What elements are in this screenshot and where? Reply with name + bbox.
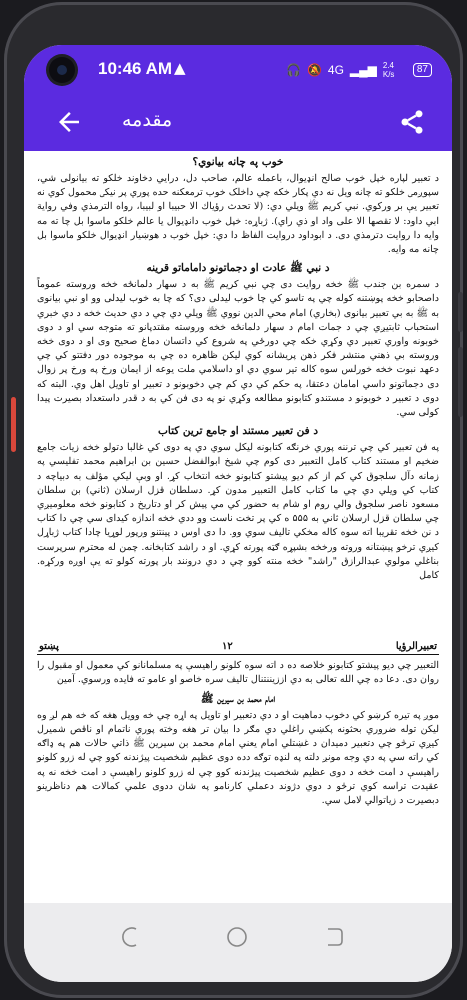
screen	[24, 45, 452, 982]
section-heading: امام محمد بن سيرين ﷺ	[200, 692, 276, 705]
status-time: 10:46 AM	[98, 59, 173, 78]
network-speed: 2.4 K/s	[382, 61, 395, 79]
page-gap	[37, 583, 439, 641]
page-footer	[37, 641, 439, 655]
page-title: مقدمه	[122, 109, 173, 131]
section-text: په فن تعبير کي چي ترننه پوري خرنګه کتابونه ليکل سوي دي په دوی کي غالبا دتولو خخه زيات جامع ضخيم او مستند کتاب کامل التعبير دی کوم چي شيخ ابوالفضل حسين بن ابراهيم محمد تفليسي په زمانه دآل سلجوق کي کم از کم ديو پيشتو کتابونو خخه انتخاب کړ. او وبې ليکي مؤلف به دبياچه د کتاب کي ويلي دي چي ما کتاب کامل التعبير مدون کړ. دسلطان قزل ارسلان (ثاني) بن سلطان مسعود ناصر سلجوق والي روم او شام به حضور کي مي پيش کر او دتاريخ د کتابونو خخه معلوميږي چي سلطان قزل ارسلان ثاني به ۵۵۵ ه کي پر تخت ناست وو ددي خخه اندازه کيدای سي چي دا کتاب د نن خخه تقريبا اته سوه کاله مخکي تاليف سوي وو. دا دی اوس د پينتنو ورپور لوړيا چادا کتاب ژباړل کيږي ترخو پيښتانه وروته ورخخه بشپړه ګټه پورته کړي. او د راشد کتابخانه. چمن له محترم سرپرست بناغلي مولوي عبدالرازق "راشد" خخه منته کوو چي د دي درونند بار پورته کولو ته يې اوږه ورکړه. کامل	[37, 442, 439, 582]
footer-book-title: تعبيرالرؤيا	[395, 641, 437, 653]
status-icons	[286, 61, 432, 79]
mute-icon: 🔕	[306, 63, 322, 77]
recent-apps-icon[interactable]	[120, 925, 144, 949]
section-text: موږ په تيره کرښو کي دخوب دماهيت او د دي دتعبير او تاويل په اړه چي خه وويل هغه که خه هم لږ وه ليکن توله ضروري بحثونه پکښي راغلي دي مګر دا بيان تر هغه وخته پوري ناتمام او ناقص شميرل کيږي ترڅو چي دتعبير دميدان د غښتلي امام يعني امام محمد بن سيرين ﷺ ذاتي حالات هم په ډاګه کي راته سي په دي وجه مونږ دلته په لنډه توګه دده دوی عظيم شخصيت پيژندنه کوو چي له زرو کلونو راهيسې د امت خخه د دوی عظيم شخصيت پيژندنه کوو چي له زرو کلونو راهيسې د امت خخه نه په عقيدت تراسه کوي ترڅو د دوي دژوند دعملي کارنامو په شان ددوی علمي کمالات هم دناظرينو دبصيرت د زياتوالي لامل سي.	[37, 709, 439, 806]
section-heading: د نبي ﷺ عادت او دجماتونو داماماتو قرينه	[146, 262, 330, 275]
footer-page-number: ۱۲	[221, 641, 233, 653]
volume-button	[458, 347, 463, 417]
network-type: 4G	[327, 63, 344, 77]
side-accent	[11, 397, 16, 452]
phone-frame	[4, 2, 463, 998]
section-heading: خوب په چانه بیانوي؟	[192, 156, 284, 168]
section-text: التعبير چي ديو پيشتو کتابونو خلاصه ده د اته سوه کلونو راهيسې په مسلمانانو کي معمول او مقبول را روان دی. دعا ده چي الله تعالی به دي اززيننتنال تاليف سره خاصو او عامو ته فايده ورسوي. آمين	[37, 660, 439, 686]
section-text: د تعبير لپاره خپل خوب صالح انډيوال، باعمله عالم، صاحب دل، درايي دخاوند خلکو ته بيانولی شي، سپوږمۍ خلکو ته چانه ويل نه دي پکار خکه چي داخلک خوب ترمعکنه حده پوري پر نيکۍ محمول کوي نه تعبير يې بر ورکوي. نبي کريم ﷺ ويلي دي: (لا تحدث رؤياك الا حبيبا او لبيبا، رواه الترمذي وفي رواية ابي داود: لا تقصها الا على واد او ذي راي). ژباړه: خپل خوب دانډيوال يا عالم خلکو ماسوا بل چا ته مه وايه دا روايت دترمذي دی. د ابوداود دروايت الفاظ دا دي: خپل خوب د هوښيار انډيوال خلکو ماسوا بل چانه مه وايه.	[37, 173, 439, 256]
app-bar	[24, 95, 452, 151]
document-page	[24, 155, 452, 808]
signal-icon: ▂▄▆	[349, 63, 377, 77]
section-heading: د فن تعبير مستند او جامع ترين کتاب	[157, 425, 318, 438]
footer-language: پښتو	[39, 641, 59, 653]
arrow-left-icon[interactable]	[54, 107, 84, 137]
share-icon[interactable]	[398, 108, 426, 136]
battery-icon: 87	[413, 63, 432, 77]
headphones-icon: 🎧	[285, 63, 301, 77]
status-bar	[24, 45, 452, 95]
home-circle-icon[interactable]	[225, 925, 249, 949]
system-nav-bar	[24, 903, 452, 982]
section-text: د سمره بن جندب ﷺ خخه روايت دی چي نبي کريم ﷺ به د سهار دلمانځه خخه وروسته عموماً داصحابو خخه پوښتنه کوله چي په تاسو کي چا خوب ليدلی دی؟ که چا به خوب ليدلی وو او نبي بيانوی به ﷺ به بي تعبير بيانوی (بخاري) امام محي الدين نووي ﷺ ويلي دي چي د دي حديث خخه د دي خبري استحباب ثابتيږي چي د جمات امام د سهار دلمانځه خخه وروسته مقتدپانو ته متوجه سي او د دوی خوبونه واوري تعبير دي وکړي خکه چي دورځي په شروع کي داتسان دماغ صحيح وی او د دوی خخه وروسته بي ذهني منتشر فکر ذهن پريشانه کوي ليکن ظاهره ده چي به موجوده دور دفتتو کي چي دعهد نبوت خخه خورلس سوه کاله تير سوي دي او داسلامي ملت يوعه از ايمان ورخ په ورخ پر زوال دی دجماتونو داسي امامان دعتقا، په حکم کي دي کم چي دخوبونو د تعبير او تاويل اهل وي. البته که دوی د تعبير د خوبونو د مستندو کتابونو مطالعه وکړي نو په دی فن کي به د قدر داستعداد بصيرت پيدا کولی سي.	[37, 279, 439, 419]
document-view[interactable]	[24, 151, 452, 903]
power-button	[458, 292, 463, 332]
back-nav-icon[interactable]	[322, 925, 346, 949]
front-camera	[49, 57, 75, 83]
flask-icon: ▲	[174, 59, 186, 77]
